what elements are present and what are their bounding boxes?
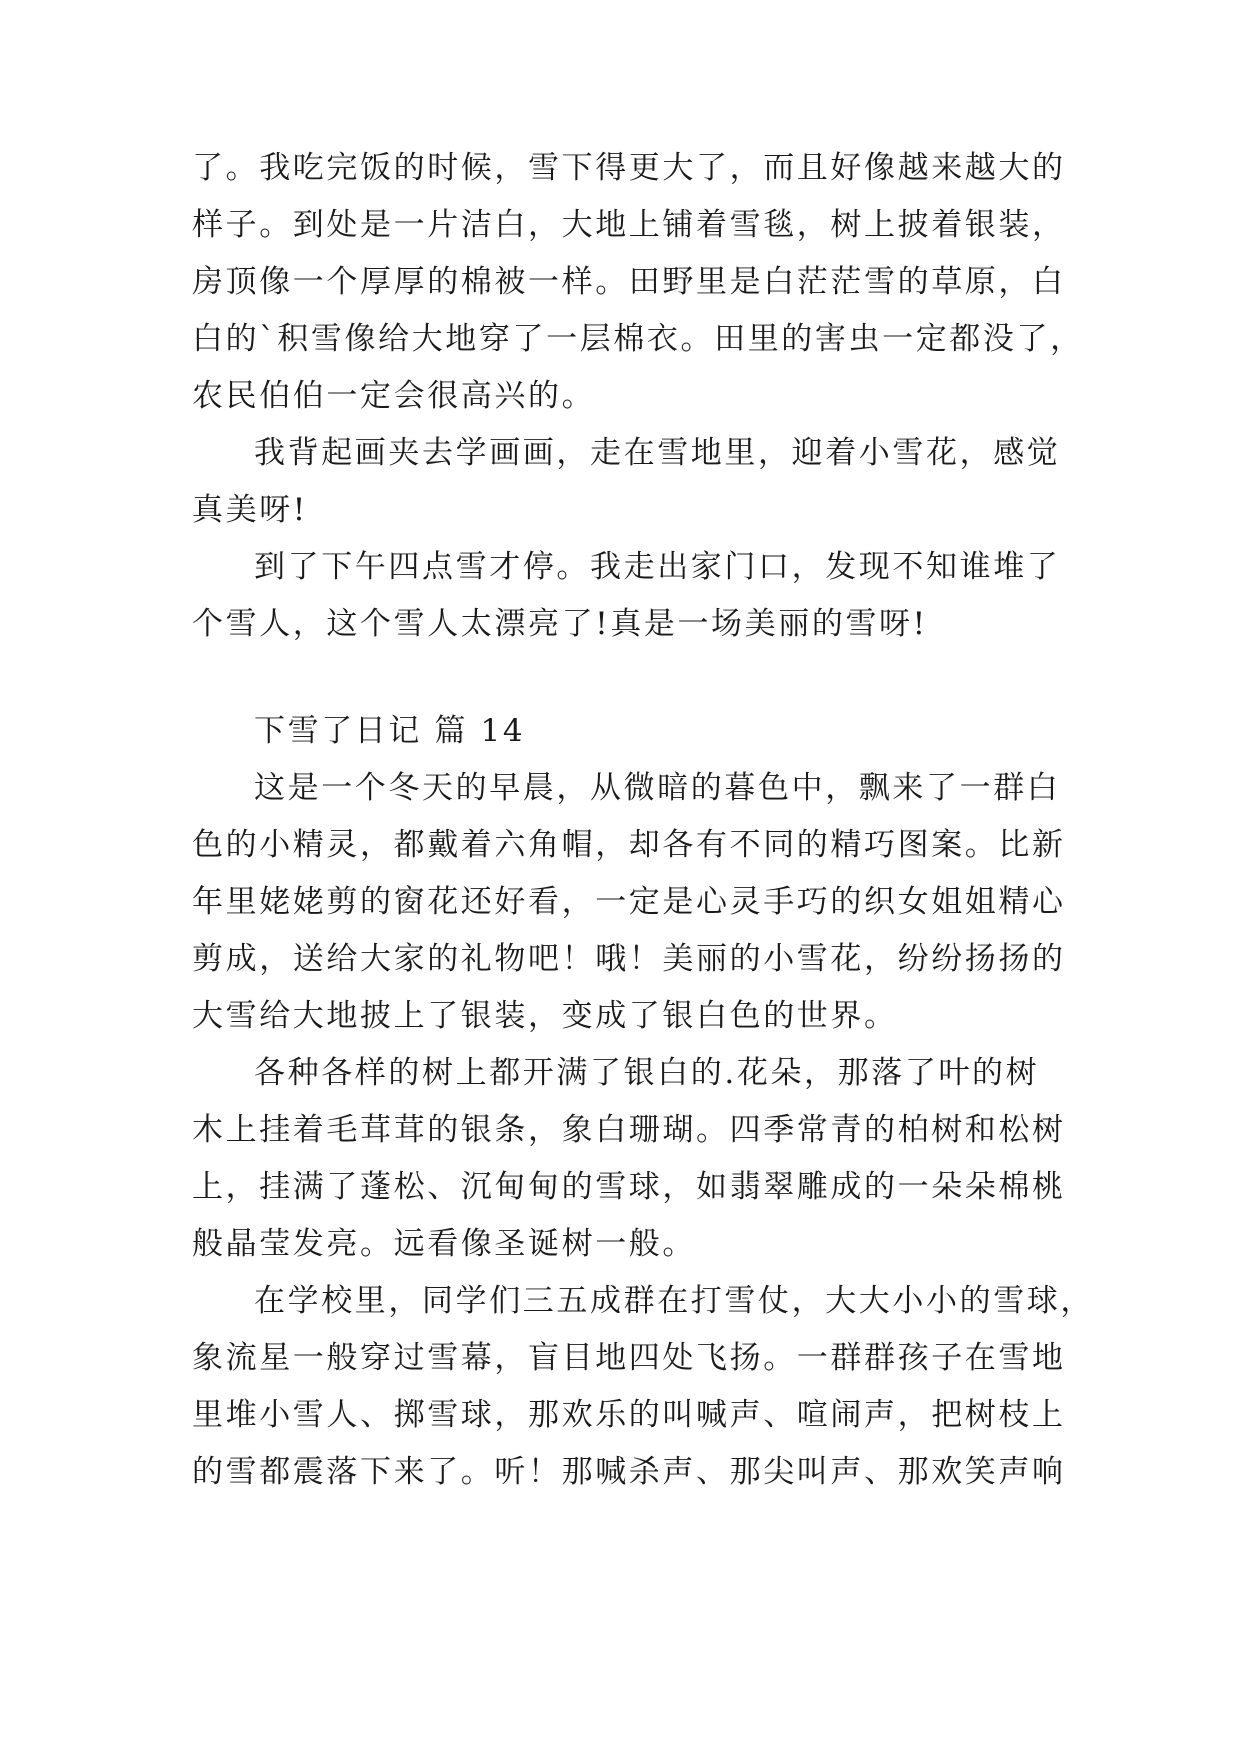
section-heading: 下雪了日记 篇 14: [254, 713, 526, 749]
paragraph-line: 白的`积雪像给大地穿了一层棉衣。田里的害虫一定都没了，: [192, 321, 1084, 357]
paragraph-line: 木上挂着毛茸茸的银条，象白珊瑚。四季常青的柏树和松树: [192, 1112, 1066, 1148]
paragraph-line: 了。我吃完饭的时候，雪下得更大了，而且好像越来越大的: [192, 150, 1066, 186]
paragraph-line: 的雪都震落下来了。听！那喊杀声、那尖叫声、那欢笑声响: [192, 1454, 1066, 1490]
paragraph-line: 里堆小雪人、掷雪球，那欢乐的叫喊声、喧闹声，把树枝上: [192, 1397, 1066, 1433]
paragraph-line: 年里姥姥剪的窗花还好看，一定是心灵手巧的织女姐姐精心: [192, 884, 1066, 920]
paragraph-line: 上，挂满了蓬松、沉甸甸的雪球，如翡翠雕成的一朵朵棉桃: [192, 1169, 1066, 1205]
paragraph-line: 色的小精灵，都戴着六角帽，却各有不同的精巧图案。比新: [192, 827, 1066, 863]
paragraph-line: 农民伯伯一定会很高兴的。: [192, 378, 596, 414]
paragraph-line: 大雪给大地披上了银装，变成了银白色的世界。: [192, 998, 898, 1034]
paragraph-line: 真美呀!: [192, 492, 308, 528]
paragraph-line: 我背起画夹去学画画，走在雪地里，迎着小雪花，感觉: [254, 435, 1061, 471]
paragraph-line: 房顶像一个厚厚的棉被一样。田野里是白茫茫雪的草原，白: [192, 264, 1066, 300]
paragraph-line: 剪成，送给大家的礼物吧！哦！美丽的小雪花，纷纷扬扬的: [192, 941, 1066, 977]
paragraph-line: 在学校里，同学们三五成群在打雪仗，大大小小的雪球，: [254, 1283, 1094, 1319]
paragraph-line: 个雪人，这个雪人太漂亮了!真是一场美丽的雪呀!: [192, 606, 928, 642]
paragraph-line: 象流星一般穿过雪幕，盲目地四处飞扬。一群群孩子在雪地: [192, 1340, 1066, 1376]
paragraph-line: 这是一个冬天的早晨，从微暗的暮色中，飘来了一群白: [254, 770, 1061, 806]
paragraph-line: 样子。到处是一片洁白，大地上铺着雪毯，树上披着银装，: [192, 207, 1066, 243]
paragraph-line: 各种各样的树上都开满了银白的.花朵，那落了叶的树: [254, 1055, 1040, 1091]
paragraph-line: 到了下午四点雪才停。我走出家门口，发现不知谁堆了: [254, 549, 1061, 585]
paragraph-line: 般晶莹发亮。远看像圣诞树一般。: [192, 1226, 696, 1262]
